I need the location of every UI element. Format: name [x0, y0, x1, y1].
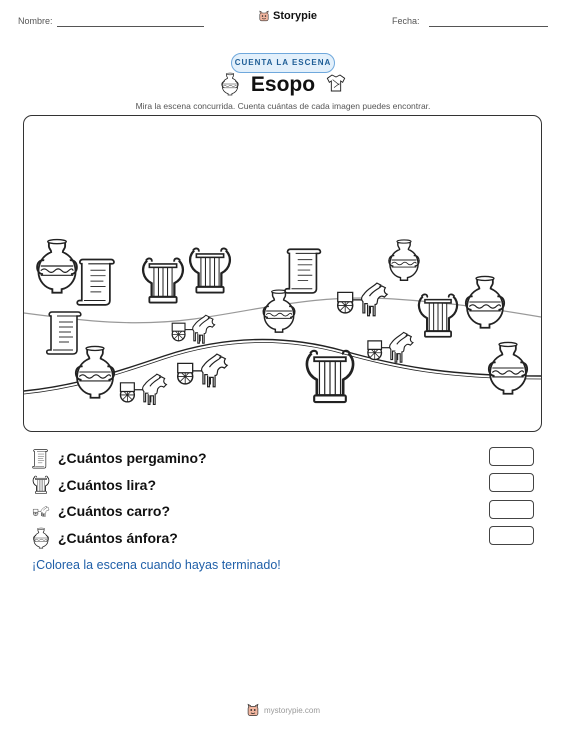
amphora-icon [263, 290, 295, 332]
page-footer [0, 703, 566, 717]
question-scroll [32, 447, 207, 469]
chariot-icon [178, 354, 227, 387]
chariot-icon [368, 332, 413, 362]
name-label: Nombre: [18, 16, 53, 26]
amphora-icon [37, 240, 77, 293]
brand-name: Storypie [273, 10, 318, 22]
date-label: Fecha: [392, 16, 420, 26]
activity-badge: CUENTA LA ESCENA [231, 53, 335, 73]
answer-box-chariot[interactable] [489, 500, 534, 519]
scroll-icon [32, 447, 50, 469]
lyre-icon [143, 258, 183, 302]
brand-logo [258, 10, 317, 22]
chariot-icon [338, 283, 387, 316]
answer-box-lyre[interactable] [489, 473, 534, 492]
name-input-line[interactable] [57, 26, 204, 27]
scroll-icon [285, 249, 320, 293]
scroll-icon [77, 259, 114, 304]
question-text: ¿Cuántos pergamino? [58, 450, 207, 466]
scroll-icon [47, 312, 81, 354]
question-text: ¿Cuántos lira? [58, 477, 157, 493]
toga-icon [326, 72, 346, 94]
lyre-icon [190, 248, 230, 292]
question-chariot [32, 500, 170, 522]
question-text: ¿Cuántos ánfora? [58, 530, 178, 546]
amphora-icon [76, 346, 114, 397]
amphora-icon [220, 72, 240, 96]
amphora-icon [489, 342, 527, 393]
chariot-icon [32, 504, 50, 518]
lyre-icon [32, 475, 50, 495]
amphora-icon [32, 527, 50, 549]
footer-url: mystorypie.com [263, 705, 320, 715]
date-input-line[interactable] [429, 26, 548, 27]
scene-illustration [24, 116, 541, 431]
answer-box-scroll[interactable] [489, 447, 534, 466]
lyre-icon [307, 351, 353, 402]
chariot-icon [120, 374, 166, 404]
question-text: ¿Cuántos carro? [58, 503, 171, 519]
mascot-icon [246, 703, 260, 717]
coloring-note: ¡Colorea la escena cuando hayas terminado! [32, 558, 281, 572]
mascot-icon [258, 10, 270, 22]
answer-box-amphora[interactable] [489, 526, 534, 545]
question-lyre [32, 474, 156, 496]
question-amphora [32, 527, 178, 549]
page-title: Esopo [250, 73, 316, 96]
amphora-icon [389, 240, 419, 280]
lyre-icon [419, 294, 457, 336]
instructions: Mira la escena concurrida. Cuenta cuántas de cada imagen puedes encontrar. [135, 101, 431, 111]
amphora-icon [466, 276, 504, 327]
